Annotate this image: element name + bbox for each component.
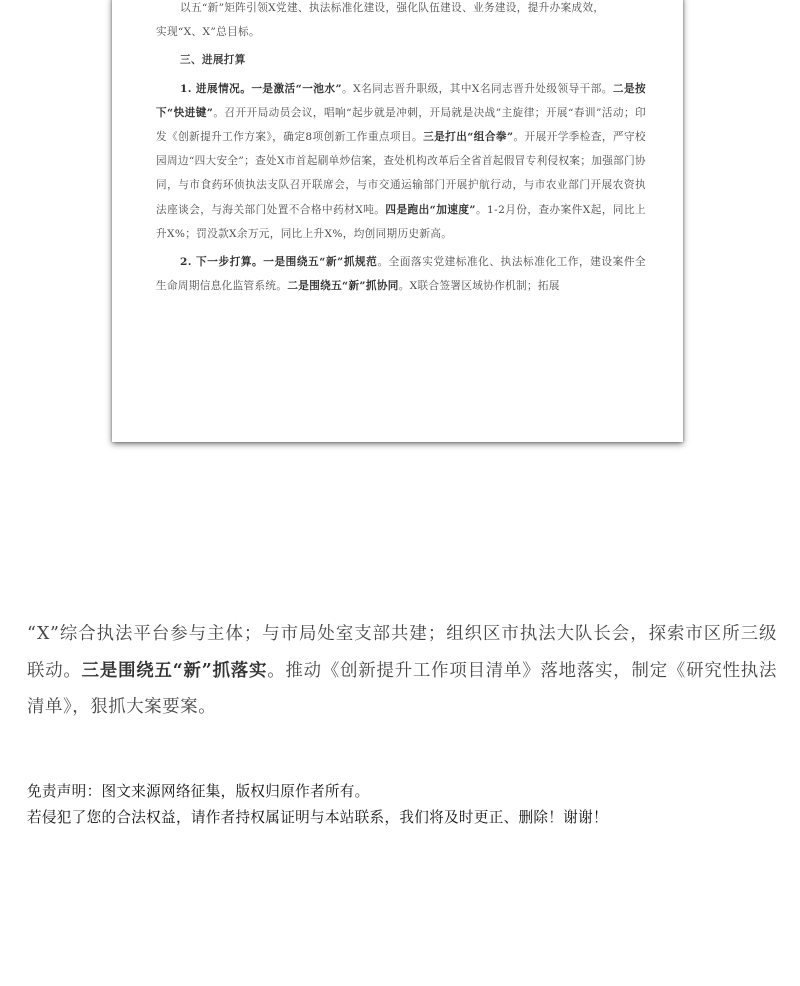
progress-point-2-text: 。召开开局动员会议，唱响“起步就是冲刺，开局就是决战”主旋律；开展“春训”活动；印发《创新提升工作方案》，确定8项创新工作重点项目。 [156,106,646,144]
next-steps-paragraph [156,250,646,298]
progress-point-4-text: 。1-2月份，查办案件X起，同比上升X%；罚没款X余万元，同比上升X%，均创同期历史新高。 [156,203,646,240]
progress-point-4-heading: 四是跑出“加速度” [385,203,476,216]
section-heading: 三、进展打算 [180,54,246,67]
next-steps-lead: 2. 下一步打算。 [180,256,264,269]
next-point-1-text: 。全面落实党建标准化、执法标准化工作，建设案件全生命周期信息化监管系统。 [156,256,646,293]
progress-point-3-text: 。开展开学季检查，严守校园周边“四大安全”；查处X市首起刷单炒信案，查处机构改革后全省首起假冒专利侵权案；加强部门协同，与市食药环侦执法支队召开联席会，与市交通运输部门开展护航行动，与市农业部门开展农资执法座谈会，与海关部门处置不合格中药材X吨。 [156,131,647,216]
continuation-point-3-heading: 三是围绕五“新”抓落实 [81,660,268,681]
disclaimer-line-2: 若侵犯了您的合法权益，请作者持权属证明与本站联系，我们将及时更正、删除！谢谢！ [27,809,608,826]
progress-paragraph [156,77,646,246]
intro-line-2: 实现“X、X”总目标。 [156,26,260,39]
document-page-body [156,0,646,298]
progress-point-3-heading: 三是打出“组合拳” [423,131,514,144]
progress-point-1-heading: 一是激活“一池水” [251,82,342,95]
next-point-2-text: 。X联合签署区域协作机制；拓展 [398,280,560,293]
intro-line-1: 以五“新”矩阵引领X党建、执法标准化建设，强化队伍建设、业务建设，提升办案成效， [180,2,605,14]
disclaimer-line-1: 免责声明：图文来源网络征集，版权归原作者所有。 [27,783,370,800]
continuation-text-1: “X”综合执法平台参与主体；与市局处室支部共建；组织区市执法大队长会，探索市区所三级联动。 [27,624,777,681]
next-point-1-heading: 一是围绕五“新”抓规范 [263,256,378,269]
intro-paragraph [156,0,646,44]
next-point-2-heading: 二是围绕五“新”抓协同 [287,280,399,293]
progress-lead: 1. 进展情况。 [180,82,252,95]
continuation-paragraph [27,616,777,726]
progress-point-2-heading: 二是按下“快进键” [156,82,646,119]
continuation-text-2: 。推动《创新提升工作项目清单》落地落实，制定《研究性执法清单》，狠抓大案要案。 [27,660,777,717]
document-page-preview [112,0,683,442]
progress-point-1-text: 。X名同志晋升职级，其中X名同志晋升处级领导干部。 [341,82,613,95]
disclaimer [27,779,787,831]
